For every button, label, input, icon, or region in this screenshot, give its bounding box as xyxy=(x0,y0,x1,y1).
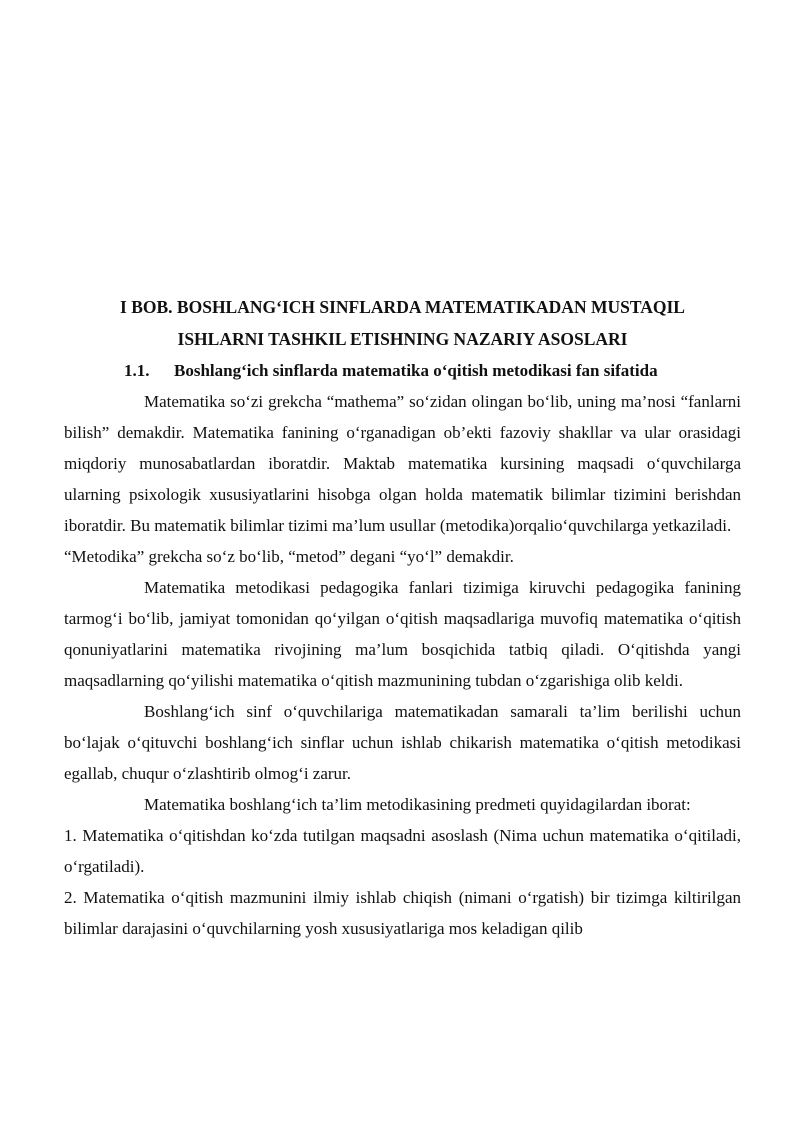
section-heading xyxy=(64,355,741,386)
section-title: Boshlang‘ich sinflarda matematika o‘qitish metodikasi fan sifatida xyxy=(174,361,658,380)
document-page xyxy=(64,291,741,944)
chapter-title-line-2: ISHLARNI TASHKIL ETISHNING NAZARIY ASOSLARI xyxy=(177,329,628,349)
paragraph-5: Matematika boshlang‘ich ta’lim metodikasining predmeti quyidagilardan iborat: xyxy=(144,795,691,814)
section-number: 1.1. xyxy=(124,361,150,380)
paragraph-4: Boshlang‘ich sinf o‘quvchilariga matematikadan samarali ta’lim berilishi uchun bo‘lajak o‘qituvchi boshlang‘ich sinflar uchun ishlab chikarish matematika o‘qitish metodikasi egallab, chuqur o‘zlashtirib olmog‘i zarur. xyxy=(64,702,741,783)
chapter-title-line-1: I BOB. BOSHLANG‘ICH SINFLARDA MATEMATIKADAN MUSTAQIL xyxy=(120,297,685,317)
list-item-2: 2. Matematika o‘qitish mazmunini ilmiy ishlab chiqish (nimani o‘rgatish) bir tizimga kiltirilgan bilimlar darajasini o‘quvchilarning yosh xususiyatlariga mos keladigan qilib xyxy=(64,888,741,938)
paragraph-3: Matematika metodikasi pedagogika fanlari tizimiga kiruvchi pedagogika fanining tarmog‘i bo‘lib, jamiyat tomonidan qo‘yilgan o‘qitish maqsadlariga muvofiq matematika o‘qitish qonuniyatlarini matematika rivojining ma’lum bosqichida tatbiq qiladi. O‘qitishda yangi maqsadlarning qo‘yilishi matematika o‘qitish mazmunining tubdan o‘zgarishiga olib keldi. xyxy=(64,578,741,690)
list-item-1: 1. Matematika o‘qitishdan ko‘zda tutilgan maqsadni asoslash (Nima uchun matematika o‘qitiladi, o‘rgatiladi). xyxy=(64,826,741,876)
paragraph-2: “Metodika” grekcha so‘z bo‘lib, “metod” degani “yo‘l” demakdir. xyxy=(64,547,514,566)
paragraph-1: Matematika so‘zi grekcha “mathema” so‘zidan olingan bo‘lib, uning ma’nosi “fanlarni bilish” demakdir. Matematika fanining o‘rganadigan ob’ekti fazoviy shakllar va ular orasidagi miqdoriy munosabatlardan iboratdir. Maktab matematika kursining maqsadi o‘quvchilarga ularning psixologik xususiyatlarini hisobga olgan holda matematik bilimlar tizimini berishdan iboratdir. Bu matematik bilimlar tizimi ma’lum usullar (metodika)orqalio‘quvchilarga yetkaziladi. xyxy=(64,392,741,535)
